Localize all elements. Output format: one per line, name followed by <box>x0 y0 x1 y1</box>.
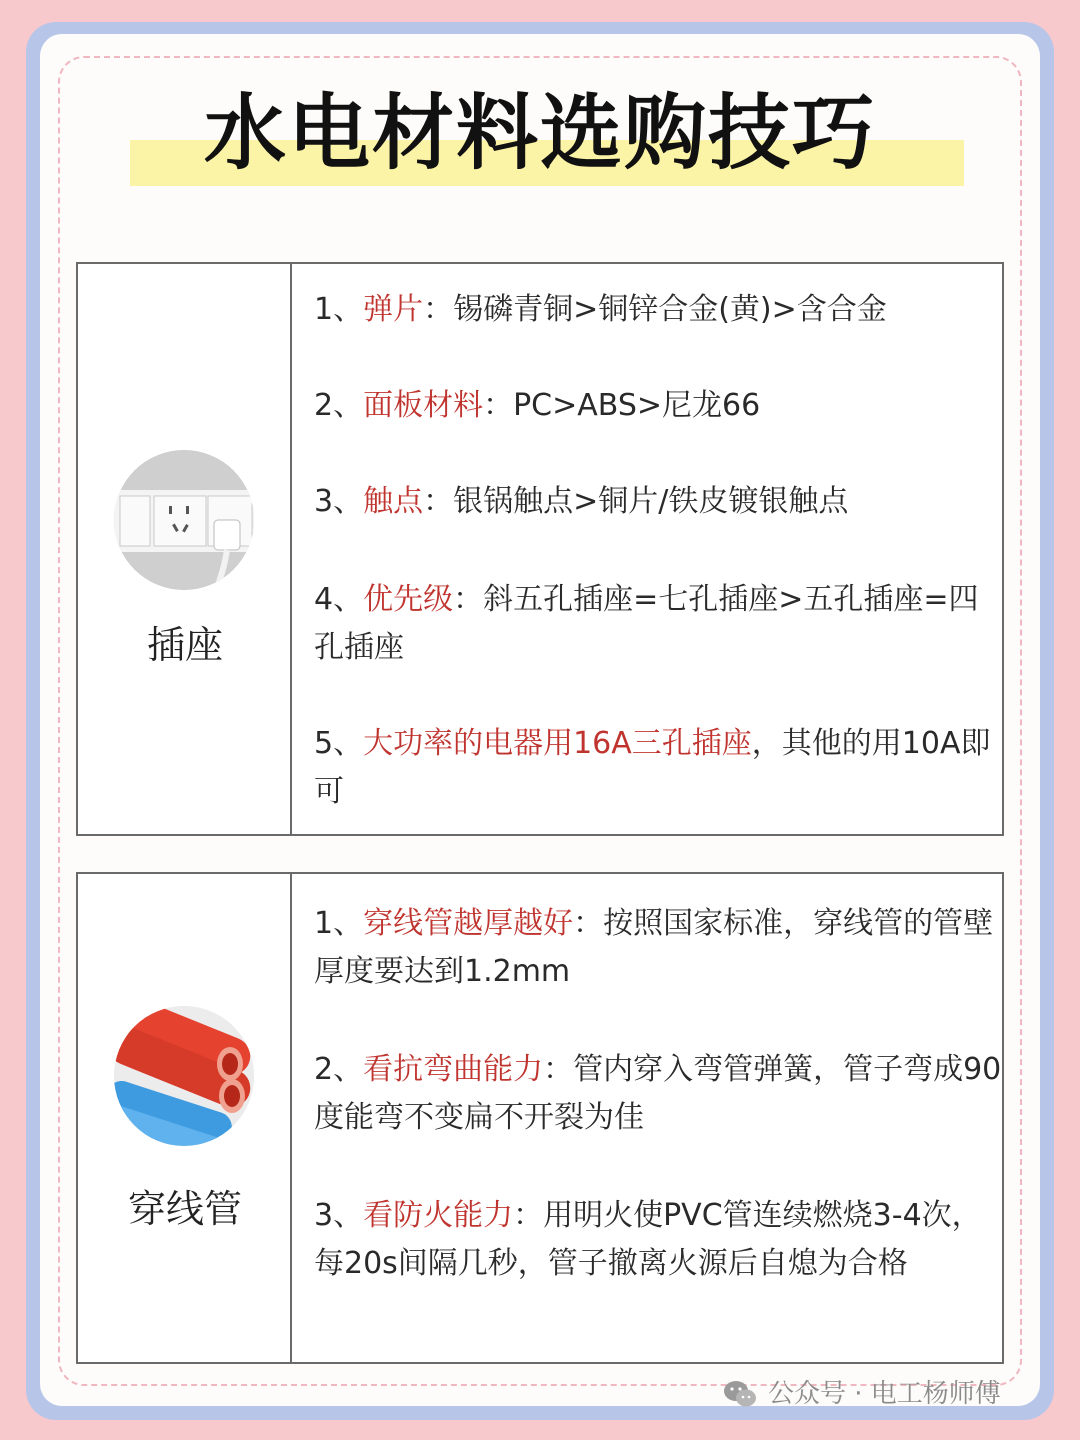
list-item: 1、穿线管越厚越好：按照国家标准，穿线管的管壁厚度要达到1.2mm <box>314 906 994 989</box>
page-title: 水电材料选购技巧 <box>203 86 876 181</box>
list-item: 2、面板材料：PC>ABS>尼龙66 <box>314 388 761 423</box>
category-label: 插座 <box>146 623 223 667</box>
section-socket <box>76 262 1004 836</box>
list-item: 1、弹片：锡磷青铜>铜锌合金(黄)>含合金 <box>314 292 887 327</box>
list-item: 5、大功率的电器用16A三孔插座，其他的用10A即可 <box>314 726 991 809</box>
list-item: 3、触点：银锅触点>铜片/铁皮镀银触点 <box>314 484 849 519</box>
wechat-icon <box>722 1378 758 1410</box>
category-label: 穿线管 <box>127 1187 242 1231</box>
watermark-text: 公众号 · 电工杨师傅 <box>768 1379 1001 1409</box>
category-column <box>78 264 292 834</box>
list-item: 4、优先级：斜五孔插座=七孔插座>五孔插座=四孔插座 <box>314 582 979 665</box>
list-item: 2、看抗弯曲能力：管内穿入弯管弹簧，管子弯成90度能弯不变扁不开裂为佳 <box>314 1052 1002 1135</box>
title-block <box>0 84 1080 194</box>
list-item: 3、看防火能力：用明火使PVC管连续燃烧3-4次，每20s间隔几秒，管子撤离火源后自熄为合格 <box>314 1198 982 1281</box>
socket-photo-icon <box>114 450 254 590</box>
category-column <box>78 874 292 1362</box>
section-conduit <box>76 872 1004 1364</box>
conduit-pipes-photo-icon <box>114 1006 254 1146</box>
